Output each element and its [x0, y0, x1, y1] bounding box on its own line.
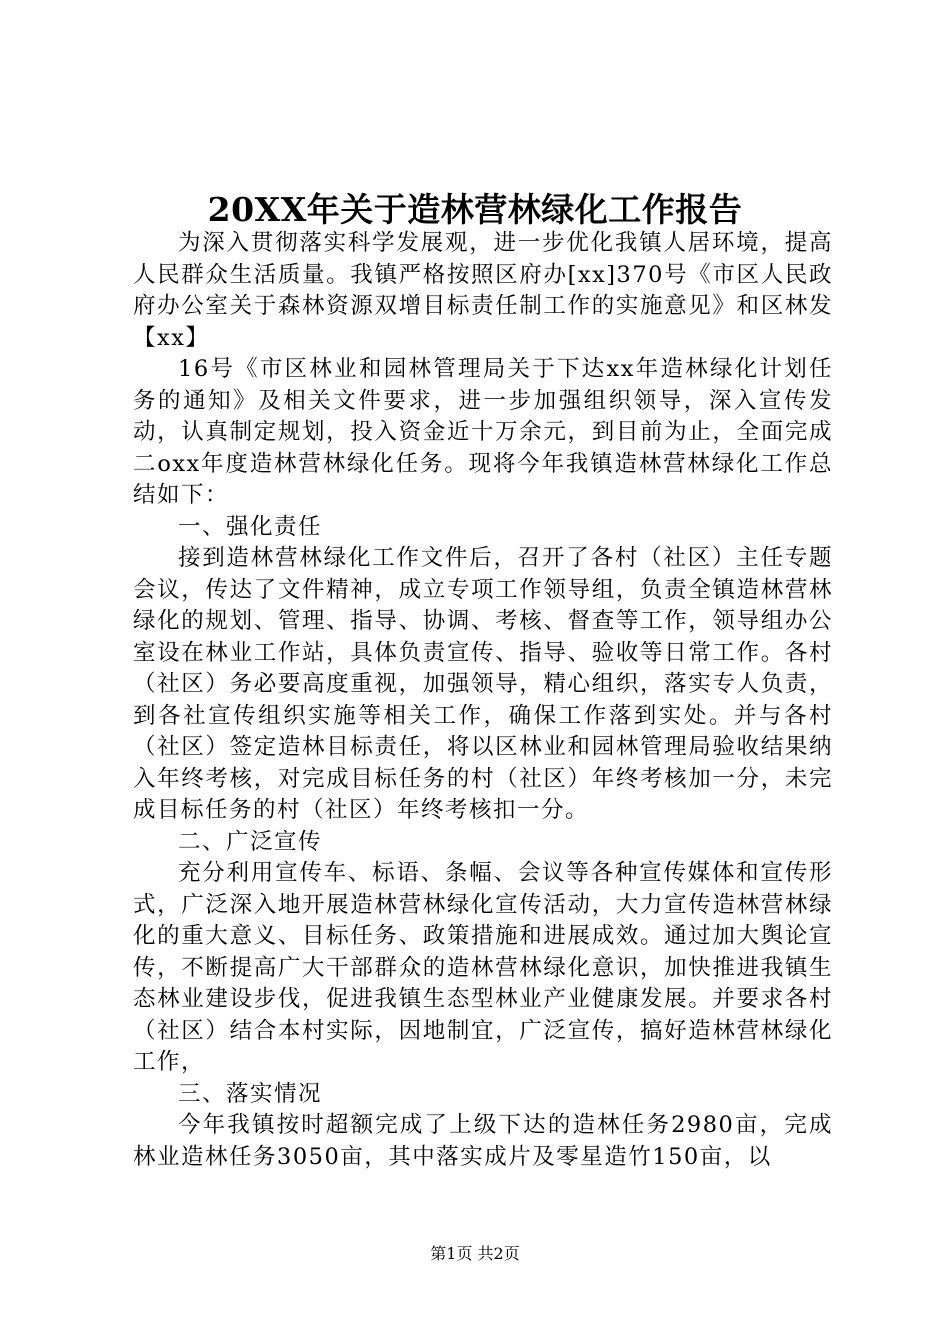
paragraph-section-1: 接到造林营林绿化工作文件后，召开了各村（社区）主任专题会议，传达了文件精神，成立专项工作领导组，负责全镇造林营林绿化的规划、管理、指导、协调、考核、督查等工作，领导组办公室设在林业工作站，具体负责宣传、指导、验收等日常工作。各村（社区）务必要高度重视，加强领导，精心组织，落实专人负责，到各社宣传组织实施等相关工作，确保工作落到实处。并与各村（社区）签定造林目标责任，将以区林业和园林管理局验收结果纳入年终考核，对完成目标任务的村（社区）年终考核加一分，未完成目标任务的村（社区）年终考核扣一分。	[133, 545, 833, 823]
section-heading-3: 三、落实情况	[178, 1080, 323, 1107]
paragraph-intro-1: 为深入贯彻落实科学发展观，进一步优化我镇人居环境，提高人民群众生活质量。我镇严格按照区府办[xx]370号《市区人民政府办公室关于森林资源双增目标责任制工作的实施意见》和区林发【xx】	[133, 230, 833, 351]
document-title: 20XX年关于造林营林绿化工作报告	[207, 190, 743, 229]
page-number-footer: 第1页 共2页	[430, 1244, 520, 1263]
paragraph-intro-2: 16号《市区林业和园林管理局关于下达xx年造林绿化计划任务的通知》及相关文件要求，进一步加强组织领导，深入宣传发动，认真制定规划，投入资金近十万余元，到目前为止，全面完成二oxx年度造林营林绿化任务。现将今年我镇造林营林绿化工作总结如下：	[133, 356, 833, 508]
paragraph-section-3: 今年我镇按时超额完成了上级下达的造林任务2980亩，完成林业造林任务3050亩，其中落实成片及零星造竹150亩，以	[133, 1112, 833, 1170]
paragraph-section-2: 充分利用宣传车、标语、条幅、会议等各种宣传媒体和宣传形式，广泛深入地开展造林营林绿化宣传活动，大力宣传造林营林绿化的重大意义、目标任务、政策措施和进展成效。通过加大舆论宣传，不断提高广大干部群众的造林营林绿化意识，加快推进我镇生态林业建设步伐，促进我镇生态型林业产业健康发展。并要求各村（社区）结合本村实际，因地制宜，广泛宣传，搞好造林营林绿化工作，	[133, 860, 833, 1075]
section-heading-1: 一、强化责任	[178, 513, 323, 540]
section-heading-2: 二、广泛宣传	[178, 828, 323, 855]
document-body	[133, 228, 833, 1173]
